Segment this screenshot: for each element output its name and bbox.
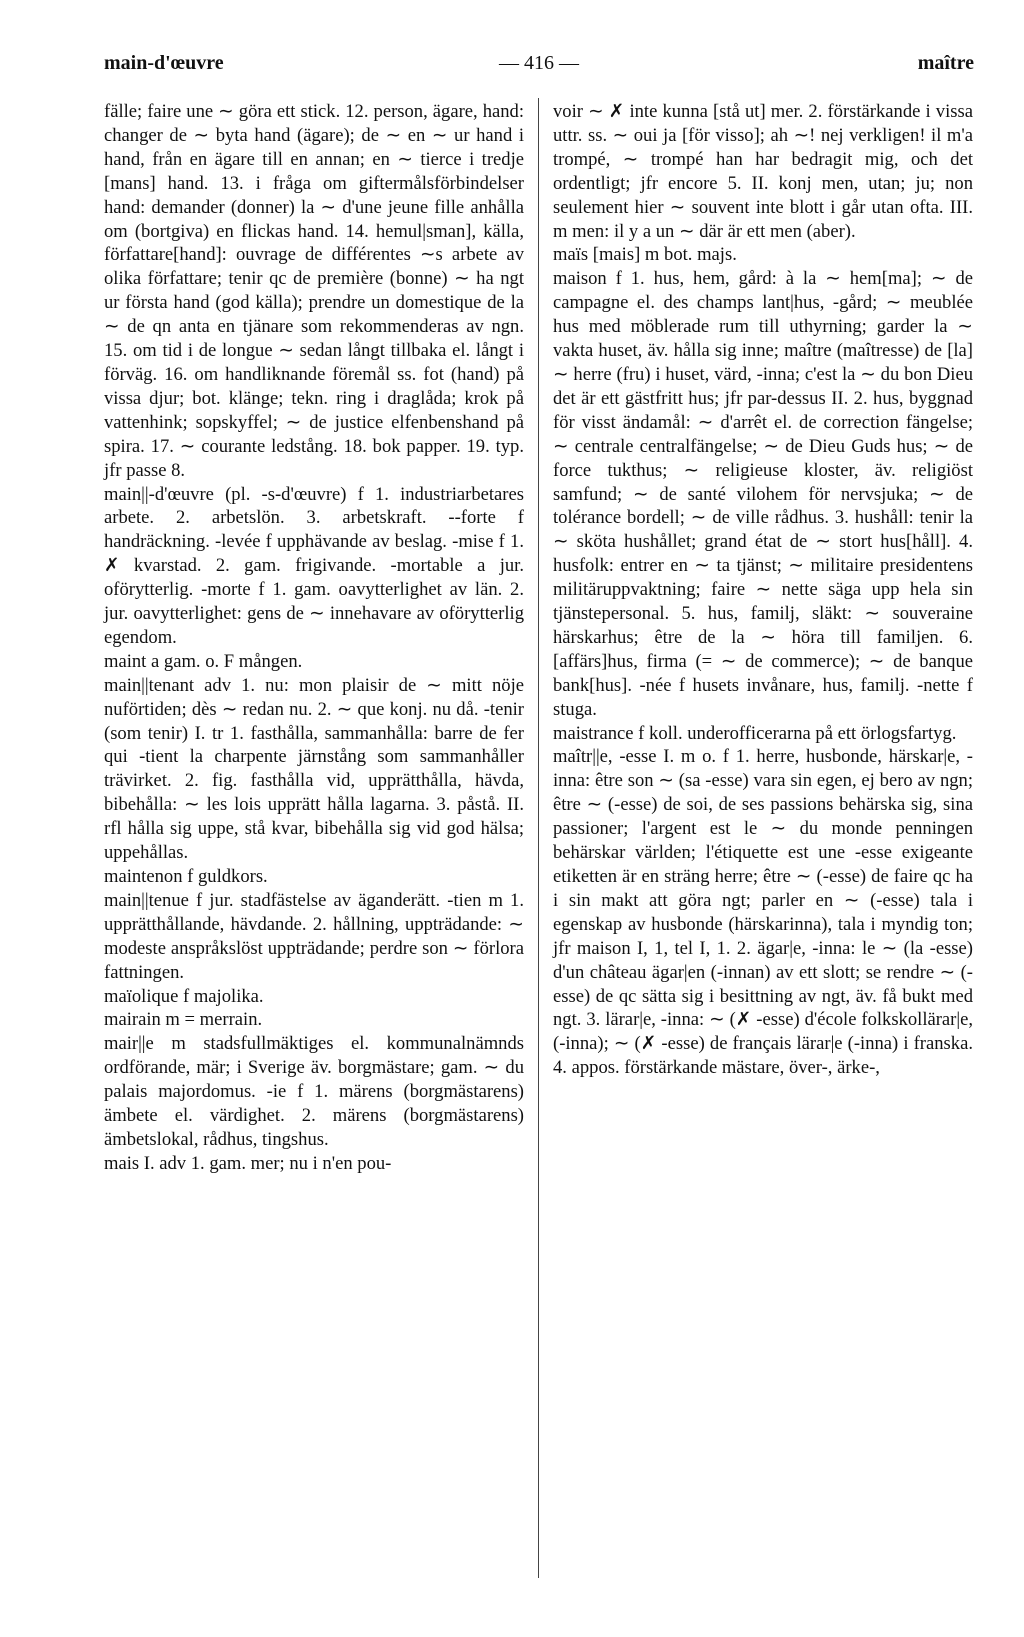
- entry: main||tenant adv 1. nu: mon plaisir de ∼ mitt nöje nuförtiden; dès ∼ redan nu. 2. ∼ que konj. nu då. -tenir (som tenir) I. tr 1. fasthålla, sammanhålla: barre de fer qui -tient la charpente järnstång som sammanhåller trävirket. 2. fig. fasthålla vid, upprätthålla, hävda, bibehålla: ∼ les lois upprätt hålla lagarna. 3. påstå. II. rfl hålla sig uppe, stå kvar, bibehålla sig vid god hälsa; uppehållas.: [104, 674, 524, 864]
- page-number: — 416 —: [499, 52, 579, 74]
- entry: maïolique f majolika.: [104, 985, 264, 1007]
- entry: main||tenue f jur. stadfästelse av äganderätt. -tien m 1. upprätthållande, hävdande. 2. hållning, uppträdande: ∼ modeste anspråkslöst uppträdande; perdre son ∼ förlora fattningen.: [104, 889, 524, 983]
- column-divider: [538, 98, 539, 1578]
- header-right-guide-word: maître: [917, 52, 974, 74]
- entry: maïs [mais] m bot. majs.: [553, 244, 737, 266]
- entry: maintenon f guldkors.: [104, 866, 268, 887]
- entry: maîtr||e, -esse I. m o. f 1. herre, husbonde, härskar|e, -inna: être son ∼ (sa -esse) vara sin egen, ej bero av ngn; être ∼ (-esse) de soi, de ses passions behärska sig, sina passioner; l'argent est le ∼ du monde penningen behärskar världen; l'étiquette est une -esse exigeante etiketten är en sträng herre; être ∼ (-esse) de faire qc ha i sin makt att göra ngt; parler en ∼ (-esse) tala i egenskap av husbonde (härskarinna), tala i myndig ton; jfr maison I, 1, tel I, 1. 2. ägar|e, -inna: le ∼ (la -esse) d'un château ägar|en (-innan) av ett slott; se rendre ∼ (-esse) de qc sätta sig i besittning av ngt, äv. få bukt med ngt. 3. lärar|e, -inna: ∼ (✗ -esse) d'école folkskollärar|e, (-inna); ∼ (✗ -esse) de français lärar|e (-inna) i franska. 4. appos. förstärkande mästare, över-, ärke-,: [553, 746, 973, 1079]
- header-left-guide-word: main-d'œuvre: [104, 52, 224, 74]
- entry: maison f 1. hus, hem, gård: à la ∼ hem[ma]; ∼ de campagne el. des champs lant|hus, -gård; ∼ meublée hus med möblerade rum till uthyrning; garder la ∼ vakta huset, äv. hålla sig inne; maître (maîtresse) de [la] ∼ herre (fru) i huset, värd, -inna; c'est la ∼ du bon Dieu det är ett gästfritt hus; jfr par-dessus II. 2. hus, byggnad för visst ändamål: ∼ d'arrêt el. de correction fängelse; ∼ centrale centralfängelse; ∼ de Dieu Guds hus; ∼ de force tukthus; ∼ religieuse kloster, äv. religiöst samfund; ∼ de santé vilohem för nervsjuka; ∼ de tolérance bordell; ∼ de ville rådhus. 3. hushåll: tenir la ∼ sköta hushållet; grand état de ∼ stort hus[håll]. 4. husfolk: entrer en ∼ ta tjänst; ∼ militaire presidentens militäruppvaktning; faire ∼ nette säga upp hela sin tjänstepersonal. 5. hus, familj, släkt: ∼ souveraine härskarhus; être de la ∼ höra till familjen. 6. [affärs]hus, firma (= ∼ de commerce); ∼ de banque bank[hus]. -née f husets invånare, hus, familj. -nette f stuga.: [553, 268, 973, 720]
- entry: voir ∼ ✗ inte kunna [stå ut] mer. 2. förstärkande i vissa uttr. ss. ∼ oui ja [för visso]; ah ∼! nej verkligen! il m'a trompé, ∼ trompé han har bedragit mig, och det ordentligt; jfr encore 5. II. konj men, utan; ju; non seulement hier ∼ souvent inte blott i går utan ofta. III. m men: il y a un ∼ där är ett men (aber).: [553, 101, 973, 242]
- entry: mairain m = merrain.: [104, 1009, 263, 1031]
- entry: maistrance f koll. underofficerarna på ett örlogsfartyg.: [553, 722, 957, 744]
- entry: mair||e m stadsfullmäktiges el. kommunalnämnds ordförande, mär; i Sverige äv. borgmästare; gam. ∼ du palais majordomus. -ie f 1. märens (borgmästarens) ämbete el. värdighet. 2. märens (borgmästarens) ämbetslokal, rådhus, tingshus.: [104, 1033, 524, 1150]
- entry: fälle; faire une ∼ göra ett stick. 12. person, ägare, hand: changer de ∼ byta hand (ägare); de ∼ en ∼ ur hand i hand, från en ägare till en annan; en ∼ tierce i tredje [mans] hand. 13. i fråga om giftermålsförbindelser hand: demander (donner) la ∼ d'une jeune fille anhålla om (bortgiva) en flickas hand. 14. hemul|sman], källa, författare[hand]: ouvrage de différentes ∼s arbete av olika författare; tenir qc de première (bonne) ∼ ha ngt ur första hand (god källa); prendre un domestique de la ∼ de qn anta en tjänare som rekommenderas av ngn. 15. om tid i de longue ∼ sedan långt tillbaka el. långt i förväg. 16. om handliknande föremål ss. fot (hand) på vissa djur; bot. klänge; tekn. ring i draglåda; krok på vattenhink; sopskyffel; ∼ de justice elfenbenshand på spira. 17. ∼ courante ledstång. 18. bok papper. 19. typ. jfr passe 8.: [104, 101, 524, 481]
- right-column: [553, 100, 973, 1080]
- entry: main||-d'œuvre (pl. -s-d'œuvre) f 1. industriarbetares arbete. 2. arbetslön. 3. arbetskraft. --forte f handräckning. -levée f upphävande av beslag. -mise f 1. ✗ kvarstad. 2. gam. frigivande. -mortable a jur. oförytterlig. -morte f 1. gam. oavytterlighet av län. 2. jur. oavytterlighet: gens de ∼ innehavare av oförytterlig egendom.: [104, 483, 524, 648]
- entry: mais I. adv 1. gam. mer; nu i n'en pou-: [104, 1152, 392, 1174]
- left-column: [104, 100, 524, 1176]
- entry: maint a gam. o. F mången.: [104, 650, 303, 672]
- page-header: [104, 44, 974, 80]
